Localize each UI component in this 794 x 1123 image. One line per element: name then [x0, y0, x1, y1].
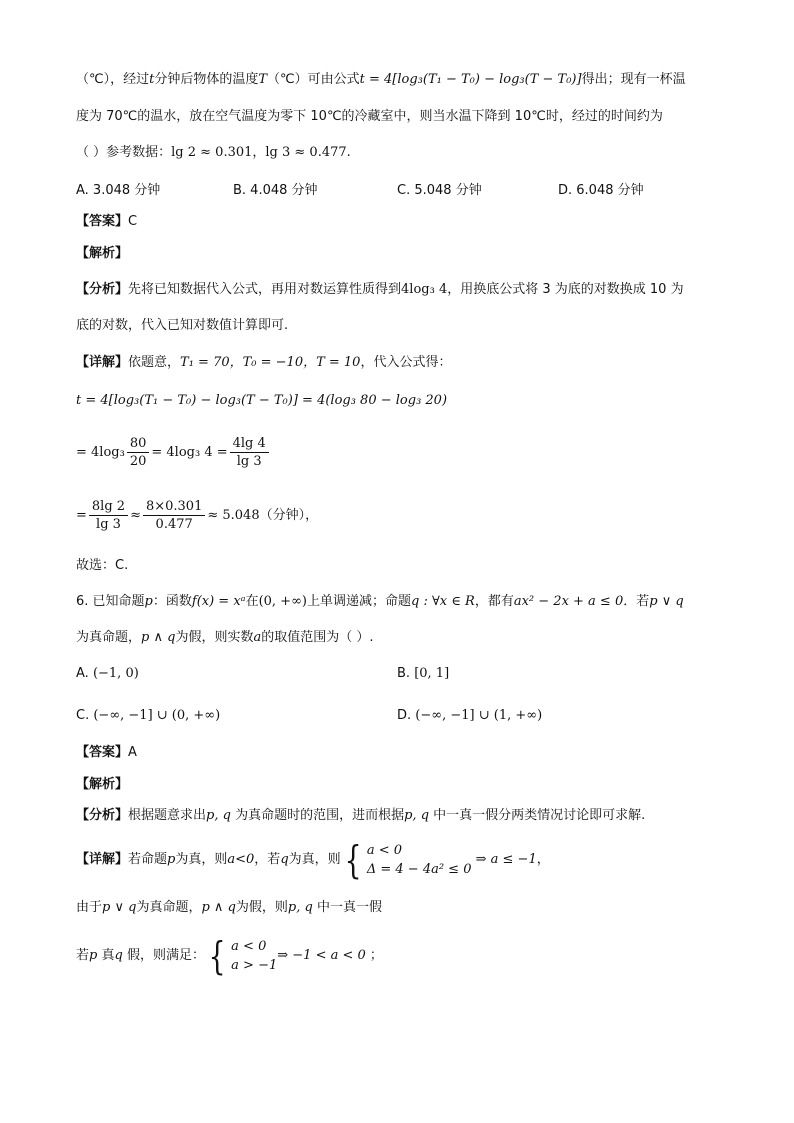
fraction-denominator: lg 3: [236, 454, 262, 469]
detail-label: 【详解】: [76, 355, 129, 370]
q5-conclusion: 故选：C.: [76, 558, 129, 573]
q6-detail-text: 若命题: [128, 852, 168, 867]
q6-prop-q: q : ∀x ∈ R: [411, 594, 475, 609]
q5-stem-line2: 度为 70℃的温水，放在空气温度为零下 10℃的冷藏室中，则当水温下降到 10℃时，经过的时间约为: [76, 109, 663, 124]
q6-p-or-q: p ∨ q: [102, 900, 137, 915]
option-value: (−∞, −1] ∪ (0, +∞): [93, 708, 221, 723]
q6-var-q: q: [114, 948, 123, 963]
answer-value: C: [128, 214, 138, 229]
fraction-numerator: 8×0.301: [143, 498, 205, 516]
q6-stem-text: 为假，则实数: [175, 630, 254, 645]
fraction-numerator: 80: [127, 435, 150, 453]
answer-label: 【答案】: [76, 214, 129, 229]
q5-option-d[interactable]: D. 6.048 分钟: [558, 183, 644, 198]
brace-icon: {: [208, 933, 226, 978]
option-letter: A.: [76, 666, 89, 681]
q6-system-2: [205, 933, 278, 978]
q5-eq-text: = 4log₃ 4 =: [151, 445, 228, 460]
q6-detail-text: 为真，则: [288, 852, 341, 867]
q6-pq: p, q: [287, 900, 313, 915]
q5-fraction-lg4-lg3: [230, 435, 269, 470]
q5-fraction-80-20: [127, 435, 150, 470]
q6-detail-text: 为真命题，: [136, 900, 202, 915]
q5-fenxi-text: 先将已知数据代入公式，再用对数运算性质得到: [128, 282, 402, 297]
q6-system-2-result: ⇒ −1 < a < 0: [277, 948, 366, 963]
option-value: [0, 1]: [414, 666, 450, 681]
fraction-numerator: 8lg 2: [89, 498, 128, 516]
q6-detail-text: 中一真一假: [316, 900, 382, 915]
q5-equation-1: t = 4[log₃(T₁ − T₀) − log₃(T − T₀)] = 4(log₃ 80 − log₃ 20): [76, 393, 448, 408]
q6-var-p: p: [89, 948, 98, 963]
q5-formula: t = 4[log₃(T₁ − T₀) − log₃(T − T₀)]: [359, 72, 582, 87]
q6-answer: [76, 743, 137, 763]
q6-fenxi-pq: p, q: [206, 808, 231, 823]
q5-stem-line1: [76, 70, 686, 90]
q5-eq-text: ≈: [130, 508, 141, 523]
fraction-denominator: 20: [129, 454, 147, 469]
q6-detail-text: 真: [101, 948, 115, 963]
q6-fenxi-text: 为真命题时的范围，进而根据: [235, 808, 405, 823]
q5-option-c[interactable]: C. 5.048 分钟: [397, 183, 482, 198]
q6-detail-text: ，若: [254, 852, 281, 867]
q5-fenxi-math: 4log₃ 4: [401, 282, 448, 297]
system-row: a > −1: [231, 957, 278, 973]
system-row: a < 0: [231, 938, 267, 954]
q6-fenxi-pq: p, q: [404, 808, 430, 823]
q6-detail-text: ，: [536, 852, 550, 867]
system-row: Δ = 4 − 4a² ≤ 0: [366, 861, 472, 877]
q6-fenxi-text: 中一真一假分两类情况讨论即可求解.: [433, 808, 646, 823]
q5-reference-data: lg 2 ≈ 0.301，lg 3 ≈ 0.477.: [171, 145, 351, 160]
q6-interval: (0, +∞): [258, 594, 307, 609]
q6-system-1: [341, 837, 472, 882]
option-letter: D.: [397, 708, 412, 723]
analysis-label: 【解析】: [76, 777, 129, 792]
q6-stem-text: 的取值范围为（ ）.: [261, 630, 374, 645]
answer-label: 【答案】: [76, 745, 129, 760]
option-value: (−∞, −1] ∪ (1, +∞): [415, 708, 543, 723]
q6-analysis-label: [76, 775, 128, 795]
q6-stem-text: 在: [245, 594, 259, 609]
q6-stem-text: 6. 已知命题: [76, 594, 145, 609]
q6-detail-text: ；: [369, 948, 383, 963]
q6-system-1-result: ⇒ a ≤ −1: [475, 852, 537, 867]
system-row: a < 0: [366, 842, 403, 858]
q6-option-d[interactable]: [397, 706, 542, 726]
q6-stem-text: 上单调递减；命题: [306, 594, 411, 609]
q6-fenxi-text: 根据题意求出: [128, 808, 207, 823]
q5-equation-2: [76, 433, 271, 473]
q6-detail-text: 为真，则: [175, 852, 228, 867]
q5-option-a[interactable]: A. 3.048 分钟: [76, 183, 161, 198]
q5-var-t: t: [149, 72, 155, 87]
q6-var-p: p: [167, 852, 176, 867]
q6-stem-text: ：函数: [152, 594, 192, 609]
q6-var-q: q: [280, 852, 289, 867]
q5-fraction-numeric: [143, 498, 205, 533]
q5-fenxi-text: ，用换底公式将 3 为底的对数换成 10 为: [447, 282, 684, 297]
q5-fraction-8lg2-lg3: [89, 498, 128, 533]
q6-p-and-q: p ∧ q: [141, 630, 176, 645]
fraction-denominator: 0.477: [155, 517, 193, 532]
fraction-denominator: lg 3: [96, 517, 121, 532]
q5-detail-text: ，代入公式得：: [360, 355, 452, 370]
fraction-numerator: 4lg 4: [230, 435, 269, 453]
answer-value: A: [128, 745, 137, 760]
brace-icon: {: [344, 837, 362, 882]
q6-function: f(x) = xᵃ: [191, 594, 246, 609]
fenxi-label: 【分析】: [76, 282, 129, 297]
q5-equation-3: [76, 496, 318, 536]
q6-stem-text: 为真命题，: [76, 630, 142, 645]
q5-fenxi-line1: [76, 280, 684, 300]
q5-stem-text: 得出；现有一杯温: [581, 72, 686, 87]
q6-var-p: p: [144, 594, 153, 609]
detail-label: 【详解】: [76, 852, 129, 867]
q5-var-T: T: [258, 72, 268, 87]
q5-detail-values: T₁ = 70，T₀ = −10，T = 10: [180, 355, 361, 370]
q6-condition: a<0: [227, 852, 255, 867]
q6-inequality: ax² − 2x + a ≤ 0: [513, 594, 624, 609]
q5-option-b[interactable]: B. 4.048 分钟: [233, 183, 318, 198]
q6-detail-text: 由于: [76, 900, 103, 915]
q6-option-b[interactable]: [397, 664, 449, 684]
q6-detail-line2: [76, 898, 382, 918]
q6-detail-text: 假，则满足：: [126, 948, 205, 963]
q5-detail-text: 依题意，: [128, 355, 181, 370]
q6-stem-line2: [76, 628, 374, 648]
q5-detail-line1: [76, 353, 451, 373]
q6-option-a[interactable]: [76, 664, 139, 684]
q6-stem-text: ，都有: [474, 594, 514, 609]
analysis-label: 【解析】: [76, 246, 129, 261]
q6-detail-text: 若: [76, 948, 90, 963]
q5-eq-text: ≈ 5.048（分钟），: [207, 508, 319, 523]
q5-eq-text: =: [76, 508, 87, 523]
q6-fenxi: [76, 806, 645, 826]
q6-p-or-q: p ∨ q: [649, 594, 684, 609]
option-value: (−1, 0): [92, 666, 139, 681]
q5-eq-text: = 4log₃: [76, 445, 125, 460]
q6-option-c[interactable]: [76, 706, 220, 726]
option-letter: C.: [76, 708, 90, 723]
q6-var-a: a: [253, 630, 262, 645]
q5-analysis-label: [76, 244, 128, 264]
q5-stem-text: （℃）可由公式: [267, 72, 360, 87]
q5-stem-text: （ ）参考数据：: [76, 145, 172, 160]
fenxi-label: 【分析】: [76, 808, 129, 823]
q5-stem-text: 分钟后物体的温度: [154, 72, 259, 87]
q5-stem-text: （℃），经过: [76, 72, 150, 87]
q6-detail-line1: [76, 837, 550, 882]
q6-p-and-q: p ∧ q: [201, 900, 236, 915]
option-letter: B.: [397, 666, 411, 681]
q6-stem-line1: [76, 592, 684, 612]
q6-stem-text: ．若: [623, 594, 650, 609]
q5-stem-line3: [76, 143, 351, 163]
q6-detail-line3: [76, 933, 383, 978]
q5-fenxi-line2: 底的对数，代入已知对数值计算即可.: [76, 318, 289, 333]
q5-answer: [76, 212, 137, 232]
q6-detail-text: 为假，则: [235, 900, 288, 915]
